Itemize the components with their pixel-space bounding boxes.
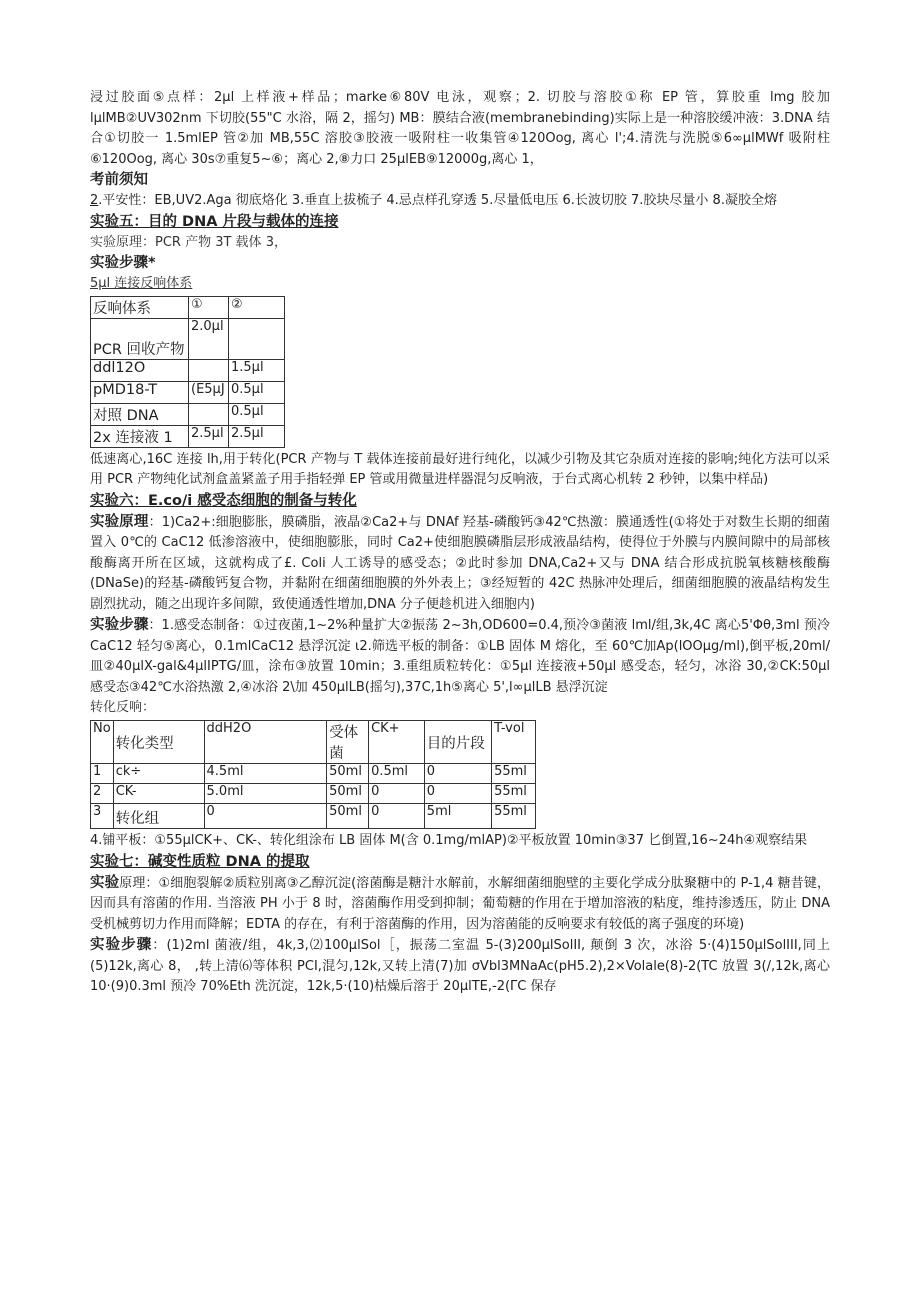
exp7-principle-label: 实验 bbox=[90, 874, 120, 891]
table-header-cell: ddH2O bbox=[204, 721, 327, 764]
table-header-cell: 转化类型 bbox=[113, 721, 204, 764]
table-cell: 0 bbox=[424, 784, 491, 804]
table-row bbox=[91, 425, 285, 447]
table-cell: 0 bbox=[204, 804, 327, 829]
document-page bbox=[90, 88, 830, 998]
table-row bbox=[91, 764, 536, 784]
exp7-heading: 实验七：碱变性质粒 DNA 的提取 bbox=[90, 853, 310, 870]
table-cell: 50ml bbox=[327, 764, 369, 784]
exp6-steps-label: 实验步骤 bbox=[90, 617, 149, 633]
table-cell: 0.5μl bbox=[229, 403, 285, 425]
table-cell: pMD18-T bbox=[91, 381, 189, 403]
exp6-heading: 实验六：E.co/i 感受态细胞的制备与转化 bbox=[90, 492, 357, 509]
table-row bbox=[91, 381, 285, 403]
table-cell: 转化组 bbox=[113, 804, 204, 829]
exp6-principle-text: ：1)Ca2+:细胞膨胀，膜磷脂，液晶②Ca2+与 DNAf 羟基-磷酸钙③42℃热激：膜通透性(①将处于对数生长期的细菌置入 0℃的 CaC12 低渗溶液中，使细胞膨胀，同时 Ca2+使细胞膜磷脂层形成液晶结构，使得位于外膜与内膜间隙中的局部核酸酶离开所在区域，这就构成了£. Coli 人工诱导的感受态；②此时参加 DNA,Ca2+又与 DNA 结合形成抗脱氧核糖核酸酶(DNaSe)的羟基-磷酸钙复合物，并黏附在细菌细胞膜的外外表上；③经短暂的 42C 热脉冲处理后，细菌细胞膜的液晶结构发生剧烈扰动，随之出现许多间隙，致使通透性增加,DNA 分子便趁机进入细胞内) bbox=[90, 514, 830, 612]
table-row bbox=[91, 359, 285, 381]
table-header-cell: T-vol bbox=[492, 721, 536, 764]
table-cell bbox=[229, 318, 285, 359]
table-cell: 2.5μl bbox=[189, 425, 229, 447]
table-header-cell: ② bbox=[229, 296, 285, 318]
table-cell: 1 bbox=[91, 764, 114, 784]
exp6-steps-text: ：1.感受态制备：①过夜菌,1~2%种量扩大②振荡 2~3h,OD600=0.4,预冷③菌液 lml/组,3k,4C 离心5'Φθ,3ml 预冷 CaC12 轻匀⑤离心，0.1mlCaC12 悬浮沉淀 ι2.筛选平板的制备：①LB 固体 M 熔化，至 60℃加Ap(lOOμg/ml),倒平板,20ml/皿②40μlX-gal&4μlIPTG/皿，涂布③放置 10min；3.重组质粒转化：①5μl 连接液+50μl 感受态，轻匀，冰浴 30,②CK:50μl 感受态③42℃水浴热激 2,④冰浴 2\加 450μlLB(摇匀),37C,1h⑤离心 5',l∞μlLB 悬浮沉淀 bbox=[90, 618, 831, 695]
table-cell: 2 bbox=[91, 784, 114, 804]
table-cell: 55ml bbox=[492, 804, 536, 829]
table-cell bbox=[189, 403, 229, 425]
intro-paragraph: 浸过胶面⑤点样：2μl 上样液+样品；marke⑥80V 电泳，观察；2. 切胶与溶胶①称 EP 管，算胶重 lmg 胶加lμlMB②UV302nm 下切胶(55"C 水浴，隔 2，摇匀) MB：膜结合液(membranebinding)实际上是一种溶胶缓冲液：3.DNA 结合①切胶一 1.5mlEP 管②加 MB,55C 溶胶③胶液一吸附柱一收集管④120Oog, 离心 l';4.清洗与洗脱⑤6∞μlMWf 吸附柱⑥120Oog, 离心 30s⑦重复5~⑥；离心 2,⑧力口 25μlEB⑨12000g,离心 1， bbox=[90, 90, 830, 167]
exp7-steps-paragraph bbox=[90, 935, 830, 998]
table-cell bbox=[189, 359, 229, 381]
table-cell: 50ml bbox=[327, 784, 369, 804]
table-cell: ck÷ bbox=[113, 764, 204, 784]
table-cell: 0 bbox=[369, 804, 425, 829]
table-header-cell: 反响体系 bbox=[91, 296, 189, 318]
exp7-principle-text: 原理：①细胞裂解②质粒别离③乙醇沉淀(溶菌酶是糖汁水解前，水解细菌细胞壁的主要化学成分肽聚糖中的 P-1,4 糖昔键，因而具有溶菌的作用. 当溶液 PH 小于 8 时，溶菌酶作用受到抑制；葡萄糖的作用在于增加溶液的粘度，维持渗透压，防止 DNA 受机械剪切力作用而降解；EDTA 的存在，有利于溶菌酶的作用，因为溶菌能的反响要求有较低的离子强度的环境) bbox=[90, 875, 830, 932]
table-header-cell: No bbox=[91, 721, 114, 764]
exp5-table-caption: 5μl 连接反响体系 bbox=[90, 275, 193, 291]
table-cell: 0.5ml bbox=[369, 764, 425, 784]
exp6-table-caption: 转化反响： bbox=[90, 700, 156, 715]
table-row bbox=[91, 318, 285, 359]
table-cell: 3 bbox=[91, 804, 114, 829]
table-row bbox=[91, 403, 285, 425]
table-cell: 0 bbox=[424, 764, 491, 784]
table-cell: CK- bbox=[113, 784, 204, 804]
table-cell: 对照 DNA bbox=[91, 403, 189, 425]
table-header-cell: CK+ bbox=[369, 721, 425, 764]
table-cell: 5.0ml bbox=[204, 784, 327, 804]
table-cell: 50ml bbox=[327, 804, 369, 829]
table-header-row bbox=[91, 296, 285, 318]
table-cell: 2x 连接液 1 bbox=[91, 425, 189, 447]
table-header-row bbox=[91, 721, 536, 764]
exp6-principle-paragraph bbox=[90, 512, 830, 616]
notes-number: 2 bbox=[90, 193, 99, 208]
exp7-steps-text: ：(1)2ml 菌液/组，4k,3,⑵100μlSol［，振荡二室温 5-(3)200μlSolII, 颠倒 3 次，冰浴 5·(4)150μlSolIII,同上(5)12k,离心 8， ,转上清⑹等体积 PCI,混匀,12k,又转上清(7)加 σVbl3MNaAc(pH5.2),2×Volale(8)-2(TC 放置 3(/,12k,离心 10·(9)0.3ml 预冷 70%Eth 洗沉淀，12k,5·(10)枯燥后溶于 20μlTE,-2(ΓC 保存 bbox=[90, 938, 831, 994]
table-cell: 2.5μl bbox=[229, 425, 285, 447]
table-cell: 1.5μl bbox=[229, 359, 285, 381]
exp5-after-paragraph: 低速离心,16C 连接 lh,用于转化(PCR 产物与 T 载体连接前最好进行纯化，以减少引物及其它杂质对连接的影响;纯化方法可以采用 PCR 产物纯化试剂盒盖紧盖子用手指轻弹 EP 管或用微量进样器混匀反响液，于台式离心机转 2 秒钟，以集中样品) bbox=[90, 451, 830, 487]
table-header-cell: 受体菌 bbox=[327, 721, 369, 764]
exp7-steps-label: 实验步骤 bbox=[90, 937, 153, 953]
exp5-steps-heading: 实验步骤* bbox=[90, 254, 156, 271]
table-cell: 55ml bbox=[492, 784, 536, 804]
notes-paragraph bbox=[90, 191, 830, 212]
exp6-steps-paragraph bbox=[90, 615, 830, 698]
exp5-heading: 实验五：目的 DNA 片段与载体的连接 bbox=[90, 213, 339, 230]
notes-text: .平安性：EB,UV2.Aga 彻底烙化 3.垂直上拔梳子 4.忌点样孔穿透 5.尽量低电压 6.长波切胶 7.胶块尽量小 8.凝胶全熔 bbox=[98, 193, 777, 208]
table-cell: 4.5ml bbox=[204, 764, 327, 784]
table-row bbox=[91, 804, 536, 829]
table-cell: (E5μJ bbox=[189, 381, 229, 403]
table-cell: 2.0μl bbox=[189, 318, 229, 359]
table-cell: 0.5μl bbox=[229, 381, 285, 403]
ligation-table bbox=[90, 296, 285, 448]
exp7-principle-paragraph bbox=[90, 873, 830, 936]
table-header-cell: ① bbox=[189, 296, 229, 318]
table-cell: ddl12O bbox=[91, 359, 189, 381]
exp6-principle-label: 实验原理 bbox=[90, 513, 149, 530]
transformation-table bbox=[90, 720, 536, 829]
table-cell: 0 bbox=[369, 784, 425, 804]
table-cell: 5ml bbox=[424, 804, 491, 829]
exp6-after-paragraph: 4.铺平板：①55μlCK+、CK-、转化组涂布 LB 固体 M(含 0.1mg/mlAP)②平板放置 10min③37 匕倒置,16~24h④观察结果 bbox=[90, 833, 808, 848]
table-cell: PCR 回收产物 bbox=[91, 318, 189, 359]
table-row bbox=[91, 784, 536, 804]
notes-heading: 考前须知 bbox=[90, 172, 148, 188]
exp5-principle: 实验原理：PCR 产物 3T 载体 3， bbox=[90, 234, 287, 250]
table-cell: 55ml bbox=[492, 764, 536, 784]
table-header-cell: 目的片段 bbox=[424, 721, 491, 764]
